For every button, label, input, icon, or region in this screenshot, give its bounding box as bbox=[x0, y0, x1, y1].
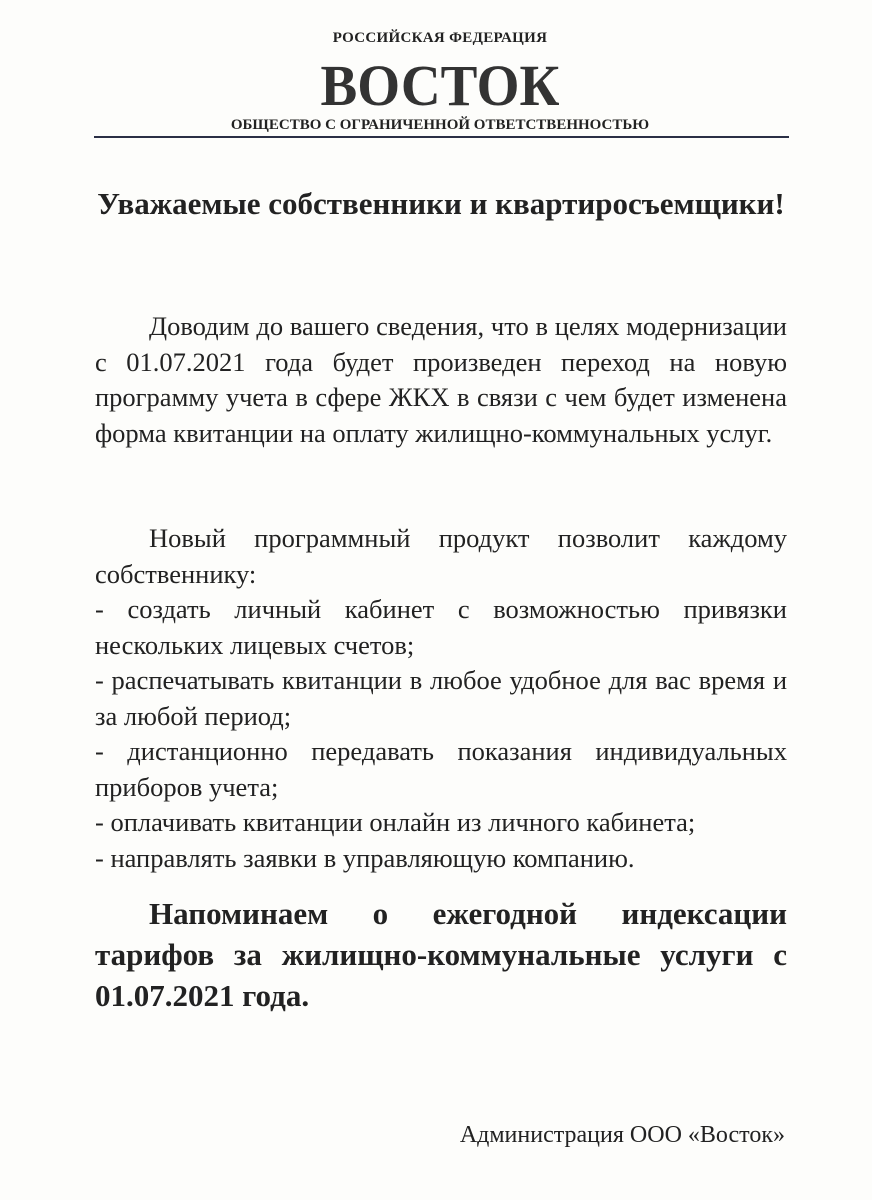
letterhead-company-type: ОБЩЕСТВО С ОГРАНИЧЕННОЙ ОТВЕТСТВЕННОСТЬЮ bbox=[230, 117, 650, 133]
feature-item: - распечатывать квитанции в любое удобное для вас время и за любой период; bbox=[95, 665, 787, 731]
announcement-paragraph bbox=[95, 309, 787, 451]
signature: Администрация ООО «Восток» bbox=[459, 1122, 785, 1148]
features-section bbox=[95, 521, 787, 876]
letterhead-country: РОССИЙСКАЯ ФЕДЕРАЦИЯ bbox=[332, 30, 548, 46]
features-intro: Новый программный продукт позволит каждому собственнику: bbox=[95, 523, 787, 589]
feature-item: - оплачивать квитанции онлайн из личного кабинета; bbox=[95, 807, 696, 837]
feature-item: - создать личный кабинет с возможностью привязки нескольких лицевых счетов; bbox=[95, 594, 787, 660]
feature-item: - направлять заявки в управляющую компанию. bbox=[95, 842, 635, 873]
paragraph-text: Доводим до вашего сведения, что в целях модернизации с 01.07.2021 года будет произведен переход на новую программу учета в сфере ЖКХ в связи с чем будет изменена форма квитанции на оплату жилищно-коммунальных услуг. bbox=[95, 311, 787, 448]
reminder-paragraph: Напоминаем о ежегодной индексации тарифов за жилищно-коммунальные услуги с 01.07.2021 года. bbox=[95, 896, 787, 1013]
letterhead-company-name: ВОСТОК bbox=[320, 53, 560, 118]
feature-item: - дистанционно передавать показания индивидуальных приборов учета; bbox=[95, 736, 787, 802]
greeting-heading: Уважаемые собственники и квартиросъемщики! bbox=[97, 186, 785, 221]
letterhead-divider bbox=[94, 136, 789, 138]
